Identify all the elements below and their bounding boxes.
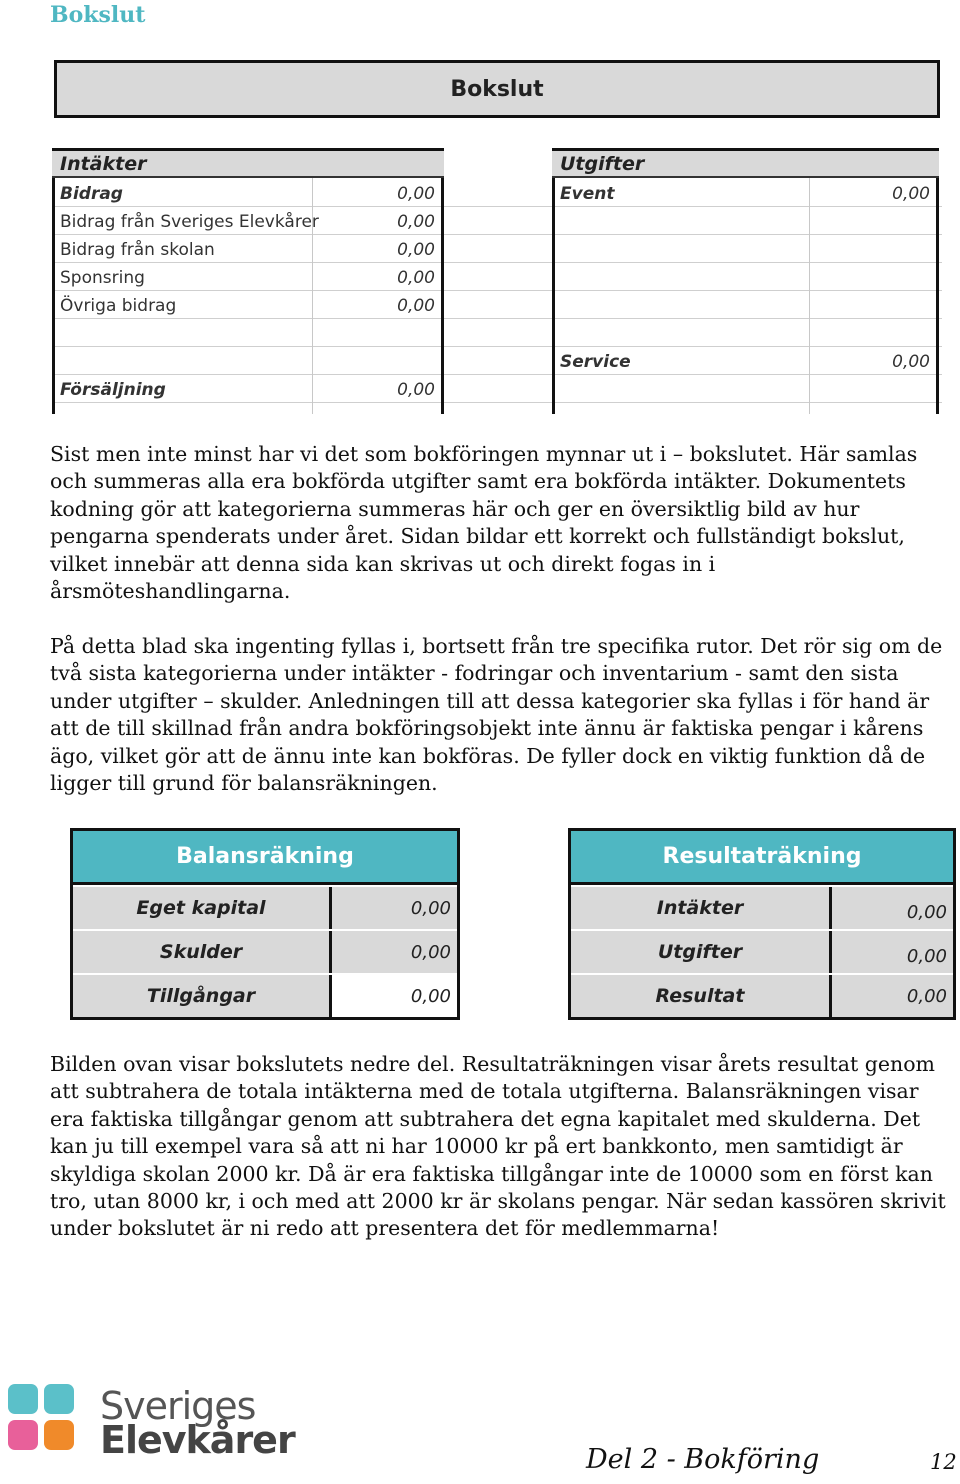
page-number: 12 (930, 1450, 957, 1474)
income-row (52, 264, 441, 292)
income-header: Intäkter (52, 148, 444, 178)
sveriges-elevkarer-logo (8, 1380, 295, 1462)
income-row (52, 376, 441, 404)
paragraph-instructions: På detta blad ska ingenting fyllas i, bortsett från tre specifika rutor. Det rör sig om de två sista kategorierna under intäkter - fodringar och inventarium - samt den sista under utgifter – skulder. Anledningen till att dessa kategorier ska fyllas i för hand är att de till skillnad från andra bokföringsobjekt inte ännu är faktiska pengar i kårens ägo, vilket gör att de ännu inte kan bokföras. De fyller dock en viktig funktion då de ligger till grund för balansräkningen. (50, 634, 943, 796)
row-label: Övriga bidrag (60, 296, 177, 316)
row-value: 0,00 (329, 975, 457, 1017)
bokslut-sheet (52, 60, 942, 414)
logo-square-teal (44, 1384, 74, 1414)
row-label: Bidrag (60, 184, 123, 204)
income-row (52, 236, 441, 264)
paragraph-explanation: Bilden ovan visar bokslutets nedre del. Resultaträkningen visar årets resultat genom att subtrahera de totala intäkterna med de totala utgifterna. Balansräkningen visar era faktiska tillgångar genom att subtrahera det egna kapitalet med skulderna. Det kan ju till exempel vara så att ni har 10000 kr på ert bankkonto, men samtidigt är skyldiga skolan 2000 kr. Då är era faktiska tillgångar inte de 10000 som en först kan tro, utan 8000 kr, i och med att 2000 kr är skolans pengar. När sedan kassören skrivit under bokslutet är ni redo att presentera det för medlemmarna! (50, 1052, 946, 1241)
row-value: 0,00 (397, 296, 435, 316)
income-row (52, 208, 441, 236)
balance-sheet-table (70, 828, 460, 1020)
income-statement-table (568, 828, 956, 1020)
row-value: 0,00 (329, 887, 457, 929)
row-value: 0,00 (397, 212, 435, 232)
table-row (73, 929, 457, 973)
income-row (52, 292, 441, 320)
expense-row (552, 180, 936, 208)
row-value: 0,00 (892, 184, 930, 204)
footer-section-title: Del 2 - Bokföring (586, 1444, 820, 1475)
logo-text-line2: Elevkårer (100, 1418, 295, 1462)
row-label: Service (560, 352, 631, 372)
logo-square-orange (44, 1420, 74, 1450)
row-label: Tillgångar (146, 985, 256, 1007)
table-row (73, 885, 457, 929)
row-label: Sponsring (60, 268, 145, 288)
bokslut-sheet-title: Bokslut (54, 60, 940, 118)
table-row (73, 973, 457, 1017)
logo-square-teal (8, 1384, 38, 1414)
balance-sheet-title: Balansräkning (73, 831, 457, 885)
logo-square-pink (8, 1420, 38, 1450)
paragraph-intro: Sist men inte minst har vi det som bokföringen mynnar ut i – bokslutet. Här samlas och summeras alla era bokförda utgifter samt era bokförda intäkter. Dokumentets kodning gör att kategorierna summeras här och ger en översiktlig bild av hur pengarna spenderats under året. Sidan bildar ett korrekt och fullständigt bokslut, vilket innebär att denna sida kan skrivas ut och direkt fogas in i årsmöteshandlingarna. (50, 442, 918, 604)
page-heading: Bokslut (50, 2, 146, 28)
row-value: 0,00 (329, 931, 457, 973)
logo-text-line1: Sveriges (100, 1384, 256, 1428)
row-value: 0,00 (892, 352, 930, 372)
income-statement-title: Resultaträkning (571, 831, 953, 885)
expense-row (552, 348, 936, 376)
row-label: Utgifter (657, 941, 743, 963)
border-line (441, 150, 444, 414)
row-label: Bidrag från skolan (60, 240, 215, 260)
row-label: Bidrag från Sveriges Elevkårer (60, 212, 319, 232)
row-label: Skulder (159, 941, 243, 963)
row-value: 0,00 (397, 268, 435, 288)
table-row (571, 973, 953, 1017)
row-label: Intäkter (656, 897, 744, 919)
row-value: 0,00 (829, 931, 953, 973)
row-label: Eget kapital (136, 897, 266, 919)
row-label: Försäljning (60, 380, 166, 400)
row-value: 0,00 (829, 975, 953, 1017)
row-value: 0,00 (397, 240, 435, 260)
table-row (571, 929, 953, 973)
income-row (52, 180, 441, 208)
expenses-header: Utgifter (552, 148, 939, 178)
row-label: Event (560, 184, 615, 204)
border-line (936, 150, 939, 414)
table-row (571, 885, 953, 929)
row-value: 0,00 (829, 887, 953, 929)
row-value: 0,00 (397, 380, 435, 400)
row-value: 0,00 (397, 184, 435, 204)
row-label: Resultat (655, 985, 745, 1007)
